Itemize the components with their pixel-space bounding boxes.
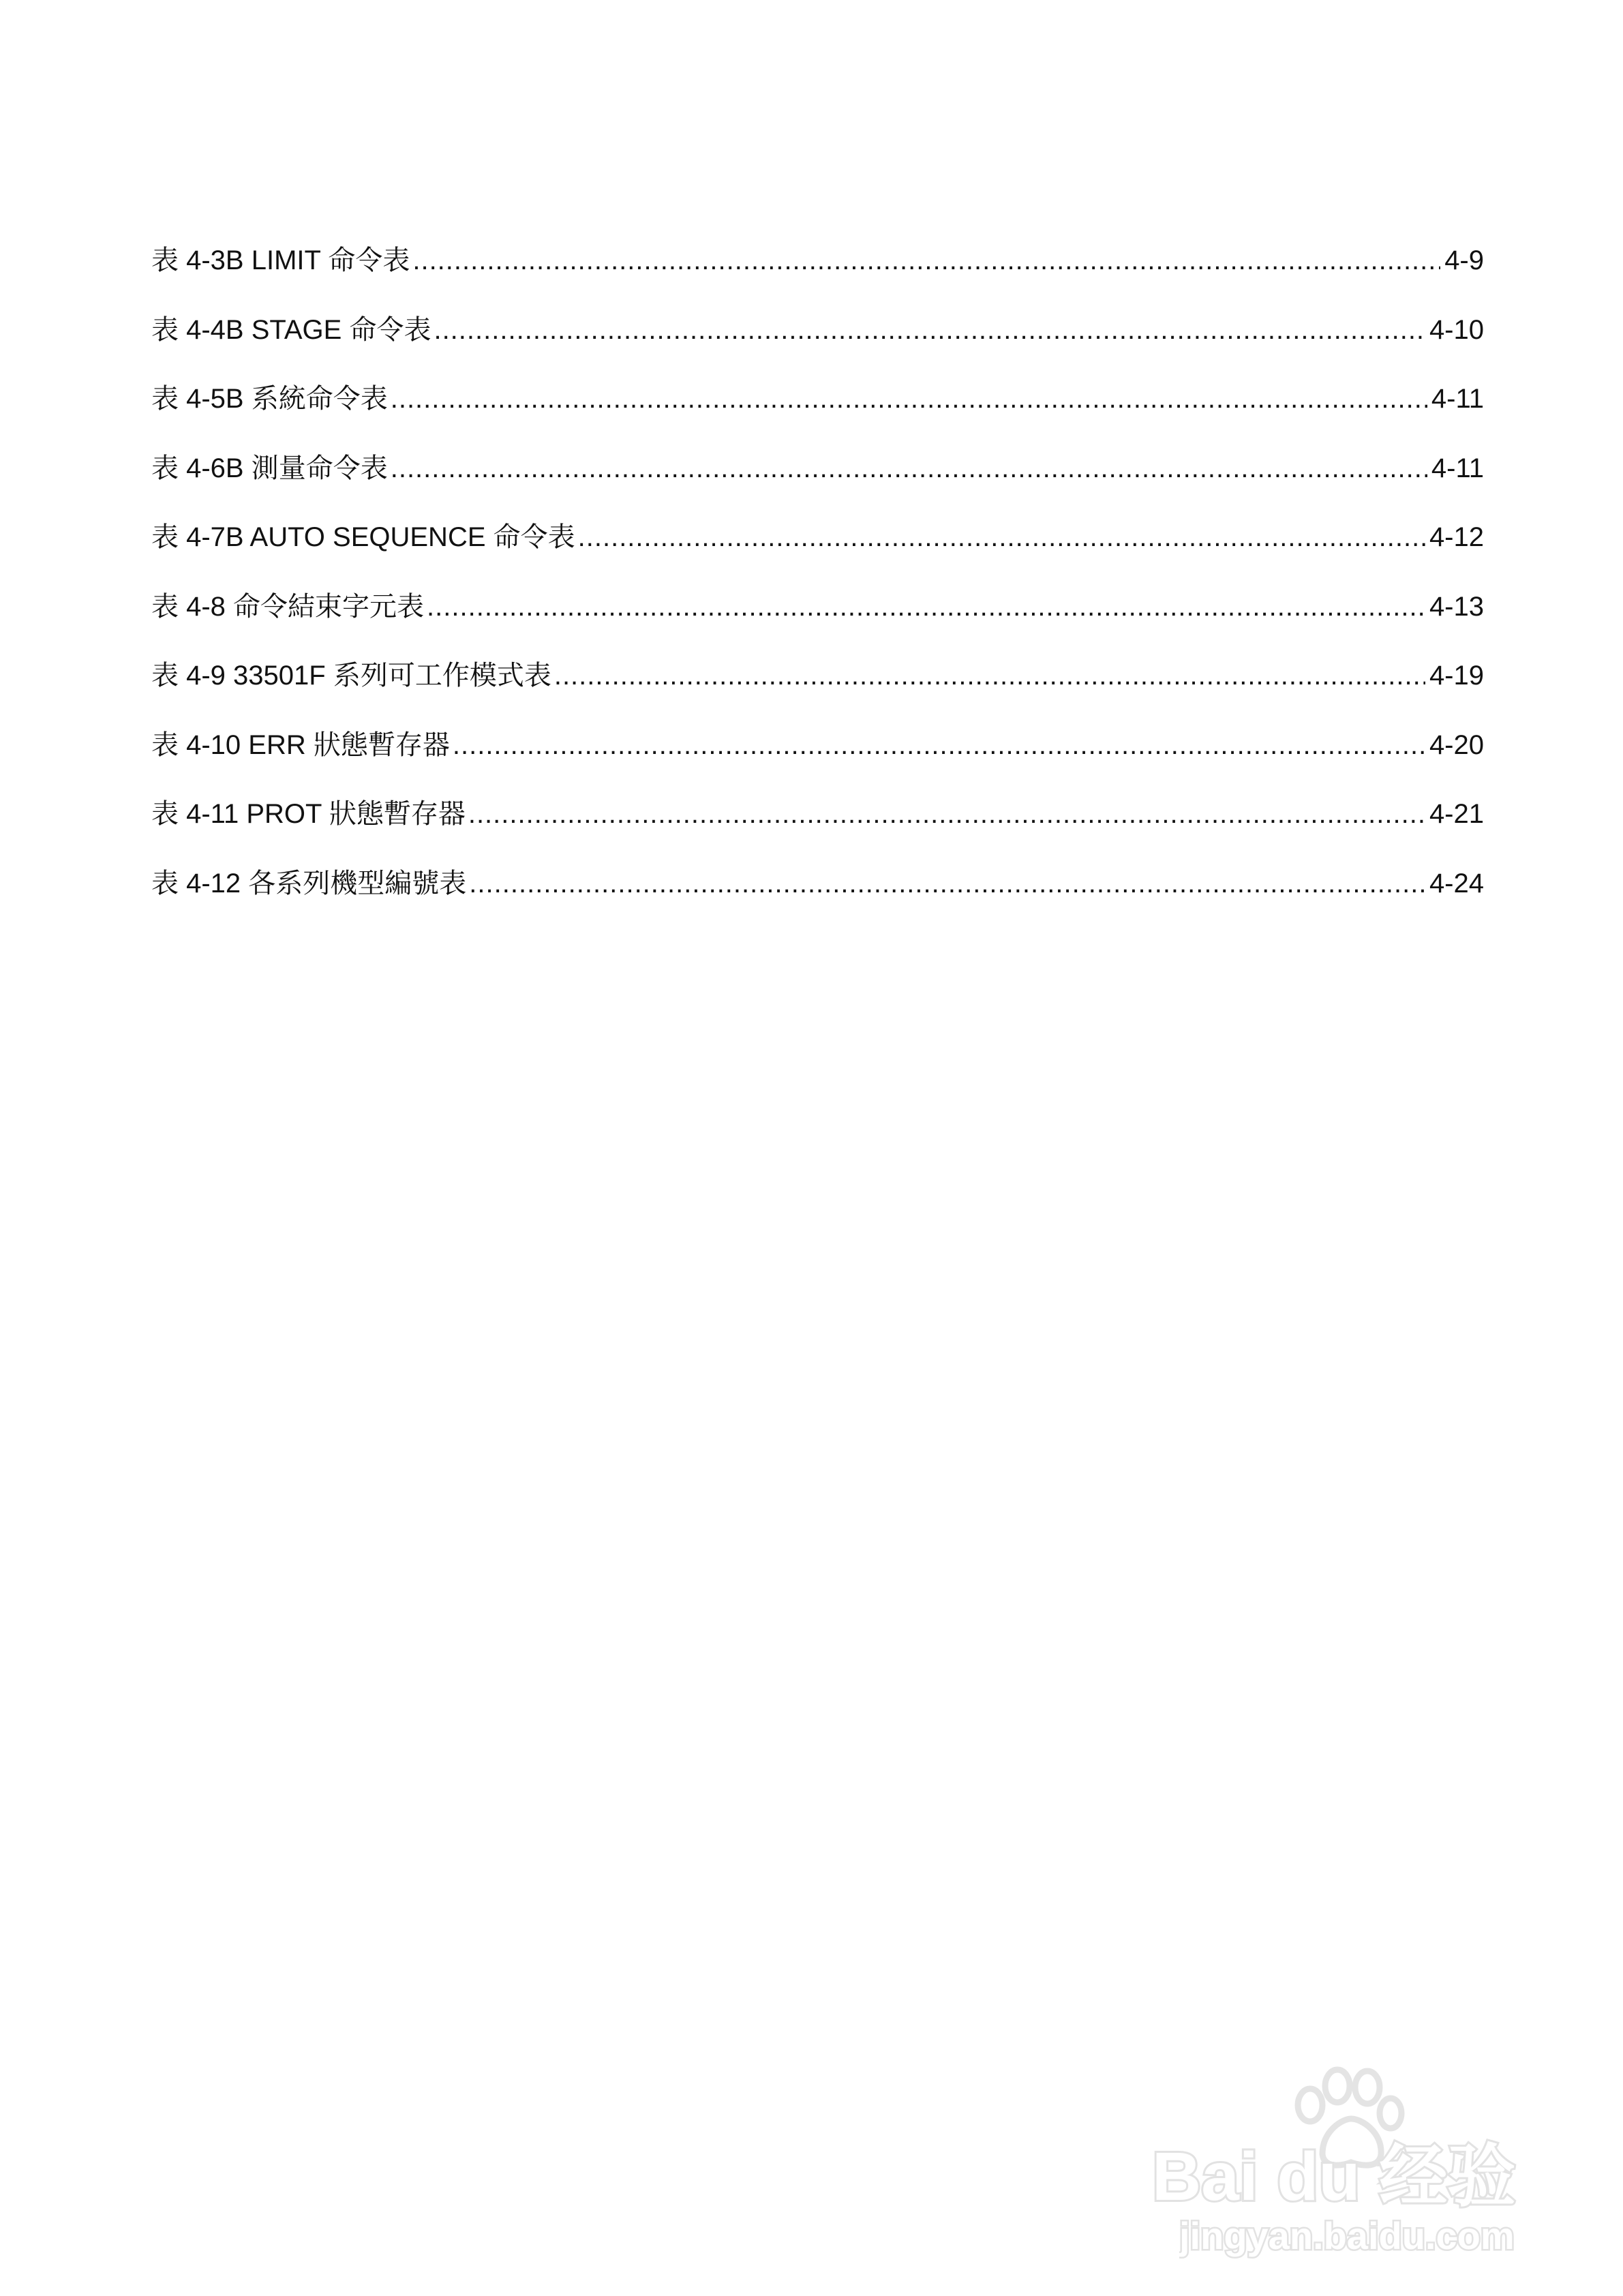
toc-entry-label: 表 4-4B STAGE 命令表 bbox=[151, 314, 431, 345]
toc-entry[interactable] bbox=[151, 455, 1484, 524]
toc-entry-page: 4-13 bbox=[1429, 591, 1484, 622]
baidu-jingyan-watermark bbox=[1152, 2066, 1534, 2263]
toc-entry[interactable] bbox=[151, 247, 1484, 316]
toc-entry[interactable] bbox=[151, 316, 1484, 386]
toc-entry[interactable] bbox=[151, 524, 1484, 593]
toc-entry[interactable] bbox=[151, 731, 1484, 801]
toc-entry-label: 表 4-3B LIMIT 命令表 bbox=[151, 245, 410, 275]
toc-entry-label: 表 4-5B 系統命令表 bbox=[151, 384, 388, 414]
toc-dot-leader bbox=[391, 455, 1427, 482]
toc-entry-page: 4-20 bbox=[1429, 729, 1484, 760]
toc-entry[interactable] bbox=[151, 870, 1484, 939]
toc-dot-leader bbox=[554, 662, 1425, 689]
toc-dot-leader bbox=[578, 524, 1425, 551]
toc-dot-leader bbox=[453, 731, 1425, 759]
toc-entry-label: 表 4-7B AUTO SEQUENCE 命令表 bbox=[151, 522, 575, 552]
watermark-brand-text: Bai du 经验 bbox=[1152, 2139, 1516, 2212]
toc-entry-page: 4-10 bbox=[1429, 314, 1484, 345]
toc-entry[interactable] bbox=[151, 593, 1484, 663]
toc-entry-page: 4-12 bbox=[1429, 522, 1484, 552]
toc-entry-label: 表 4-12 各系列機型編號表 bbox=[151, 868, 467, 898]
toc-dot-leader bbox=[391, 385, 1427, 412]
toc-dot-leader bbox=[427, 593, 1425, 620]
toc-dot-leader bbox=[434, 316, 1425, 344]
toc-dot-leader bbox=[469, 870, 1425, 897]
toc-entry-label: 表 4-9 33501F 系列可工作模式表 bbox=[151, 661, 551, 691]
toc-entry-page: 4-11 bbox=[1431, 384, 1484, 414]
toc-entry-page: 4-11 bbox=[1431, 453, 1484, 483]
toc-entry[interactable] bbox=[151, 662, 1484, 731]
toc-dot-leader bbox=[468, 800, 1425, 828]
toc-entry-page: 4-24 bbox=[1429, 868, 1484, 898]
toc-dot-leader bbox=[412, 247, 1440, 274]
toc-entry-page: 4-19 bbox=[1429, 661, 1484, 691]
toc-entry-page: 4-9 bbox=[1444, 245, 1484, 275]
toc-entry-label: 表 4-6B 測量命令表 bbox=[151, 453, 388, 483]
toc-entry[interactable] bbox=[151, 385, 1484, 455]
baidu-jingyan-logo bbox=[1152, 2137, 1534, 2212]
table-of-contents bbox=[151, 247, 1484, 939]
watermark-url bbox=[1179, 2212, 1534, 2260]
toc-entry-page: 4-21 bbox=[1429, 799, 1484, 829]
watermark-url-text: jingyan.baidu.com bbox=[1179, 2214, 1515, 2257]
toc-entry-label: 表 4-11 PROT 狀態暫存器 bbox=[151, 799, 466, 829]
toc-entry[interactable] bbox=[151, 800, 1484, 870]
toc-entry-label: 表 4-10 ERR 狀態暫存器 bbox=[151, 729, 450, 760]
toc-entry-label: 表 4-8 命令結束字元表 bbox=[151, 591, 425, 622]
